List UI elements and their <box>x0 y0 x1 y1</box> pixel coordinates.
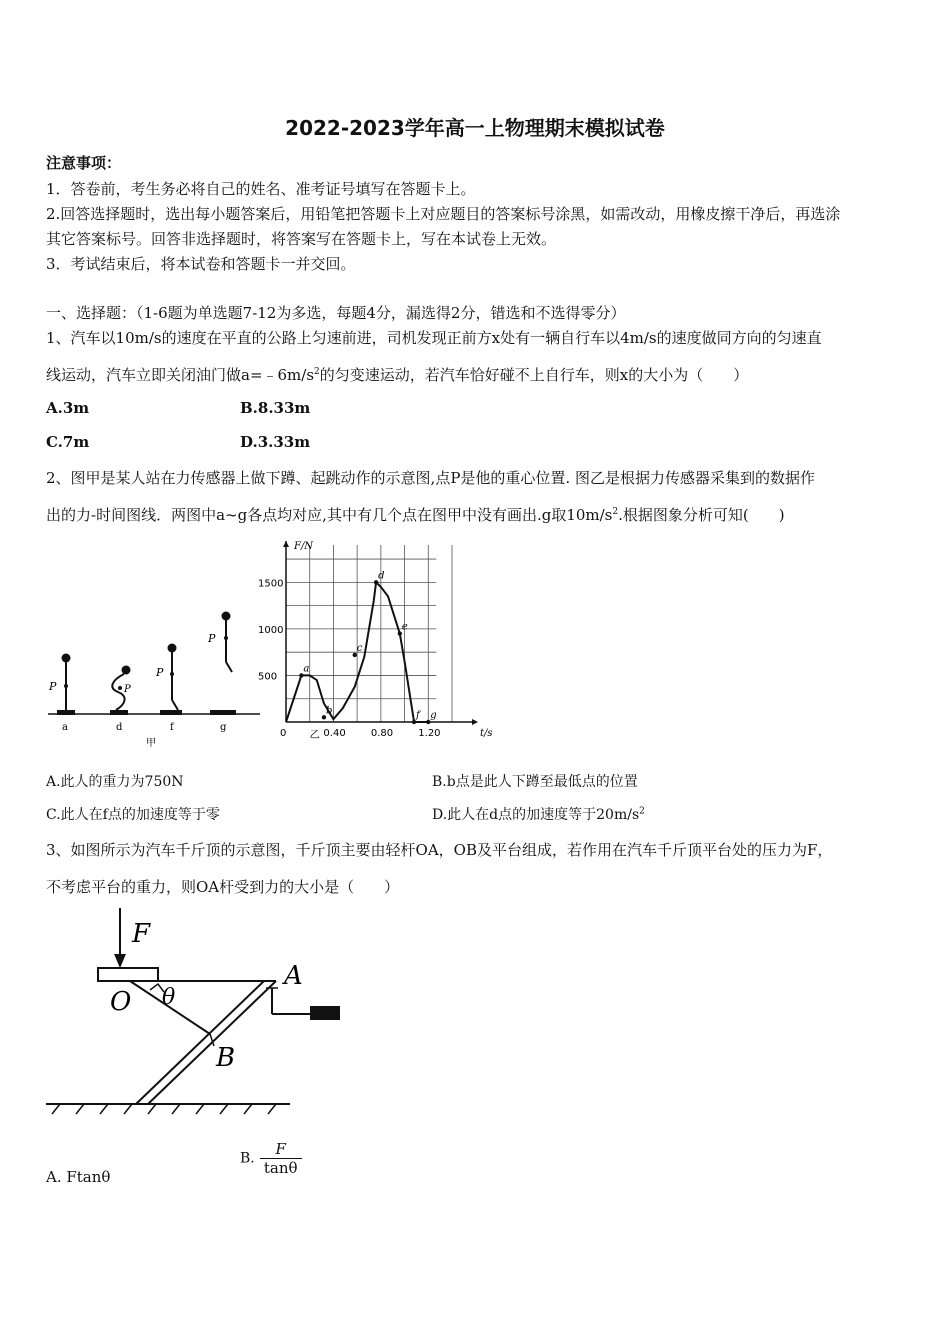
fraction-numerator: F <box>275 1140 286 1158</box>
q2-option-d-sup: 2 <box>639 806 645 817</box>
y-tick-label: 1500 <box>258 578 284 590</box>
center-point-f <box>170 672 174 676</box>
point-label-f: f <box>416 710 420 721</box>
q2-line2 <box>46 504 785 525</box>
point-label-d: d <box>378 570 385 582</box>
caption-jia: 甲 <box>146 738 156 749</box>
leg-outer <box>136 981 264 1104</box>
y-axis-arrow <box>283 541 289 547</box>
q3-option-a[interactable]: A. Ftanθ <box>46 1168 111 1186</box>
point-label-g: g <box>430 710 437 721</box>
foot-d <box>110 710 128 715</box>
chart-yi <box>252 535 502 745</box>
center-point-a <box>64 684 68 688</box>
jack-figure <box>44 900 354 1115</box>
label-a: A <box>284 961 303 991</box>
q1-line2 <box>46 364 748 385</box>
label-foot-g: g <box>220 722 227 733</box>
center-point-d <box>118 686 122 690</box>
notice-item-3: 3．考试结束后，将本试卷和答题卡一并交回。 <box>46 255 356 273</box>
body-d <box>112 674 124 710</box>
q1-option-d[interactable]: D.3.33m <box>240 433 311 451</box>
point-label-e: e <box>401 621 408 633</box>
point-label-b: b <box>325 705 333 717</box>
y-axis-label: F/N <box>294 541 314 552</box>
q3-option-b-prefix: B. <box>240 1150 255 1167</box>
y-tick-label: 500 <box>258 671 278 683</box>
label-theta: θ <box>162 985 176 1010</box>
screw-handle <box>310 1006 340 1020</box>
y-tick-label: 1000 <box>258 624 284 636</box>
notice-item-1: 1．答卷前，考生务必将自己的姓名、准考证号填写在答题卡上。 <box>46 180 476 198</box>
q1-line1: 1、汽车以10m/s的速度在平直的公路上匀速前进，司机发现正前方x处有一辆自行车以4m/s的速度做同方向的匀速直 <box>46 329 822 347</box>
x-tick-label: 0 <box>280 728 287 739</box>
q2-option-a[interactable]: A.此人的重力为750N <box>46 774 184 790</box>
q2-line1: 2、图甲是某人站在力传感器上做下蹲、起跳动作的示意图,点P是他的重心位置. 图乙是根据力传感器采集到的数据作 <box>46 469 815 487</box>
notice-item-2: 2.回答选择题时，选出每小题答案后，用铅笔把答题卡上对应题目的答案标号涂黑，如需改动，用橡皮擦干净后，再选涂 <box>46 205 841 223</box>
q2-option-d-text: D.此人在d点的加速度等于20m/s <box>432 807 640 823</box>
q1-superscript: 2 <box>314 367 320 377</box>
label-p-a: P <box>49 680 57 693</box>
q2-option-d[interactable] <box>432 804 645 824</box>
leg-f <box>172 700 178 710</box>
q3-option-b-fraction <box>260 1140 302 1177</box>
head-f <box>168 644 177 653</box>
q2-line2-tail: .根据图象分析可知( ) <box>618 506 785 524</box>
q2-line2-text: 出的力-时间图线．两图中a~g各点均对应,其中有几个点在图甲中没有画出.g取10m/s <box>46 506 613 524</box>
label-f: F <box>132 919 151 949</box>
x-axis-arrow <box>472 719 478 725</box>
foot-g <box>210 710 236 715</box>
q2-option-b[interactable]: B.b点是此人下蹲至最低点的位置 <box>432 774 638 790</box>
q1-line2-text: 线运动，汽车立即关闭油门做a=﹣6m/s <box>46 366 315 384</box>
x-tick-label: 0.80 <box>370 728 394 739</box>
label-foot-f: f <box>170 722 174 733</box>
force-arrow-head <box>114 954 126 968</box>
point-label-a: a <box>303 663 310 675</box>
label-b: B <box>216 1043 236 1073</box>
q1-option-c[interactable]: C.7m <box>46 433 90 451</box>
label-foot-a: a <box>62 722 68 733</box>
figure-jia <box>46 600 266 750</box>
foot-a <box>57 710 75 715</box>
x-axis-label: t/s <box>480 728 493 739</box>
fraction-denominator: tanθ <box>260 1158 302 1177</box>
chart-caption: 乙 <box>309 730 320 741</box>
head-d <box>122 666 131 675</box>
q1-line2-tail: 的匀变速运动，若汽车恰好碰不上自行车，则x的大小为（ ） <box>319 366 749 384</box>
center-point-g <box>224 636 228 640</box>
head-a <box>62 654 71 663</box>
q1-option-b[interactable]: B.8.33m <box>240 399 311 417</box>
x-tick-label: 1.20 <box>418 728 441 739</box>
q3-line2: 不考虑平台的重力，则OA杆受到力的大小是（ ） <box>46 878 400 896</box>
section-heading: 一、选择题：（1-6题为单选题7-12为多选，每题4分，漏选得2分，错选和不选得零分） <box>46 304 626 322</box>
foot-f <box>160 710 182 715</box>
label-p-g: P <box>208 632 216 645</box>
q2-superscript: 2 <box>612 507 619 517</box>
label-o: O <box>110 987 132 1017</box>
point-label-c: c <box>356 642 363 654</box>
q3-line1: 3、如图所示为汽车千斤顶的示意图，千斤顶主要由轻杆OA，OB及平台组成，若作用在汽车千斤顶平台处的压力为F， <box>46 841 833 859</box>
page-title: 2022-2023学年高一上物理期末模拟试卷 <box>285 116 665 140</box>
label-foot-d: d <box>116 722 123 733</box>
head-g <box>222 612 231 621</box>
x-tick-label: 0.40 <box>323 728 346 739</box>
ground-hatching <box>52 1104 276 1114</box>
label-p-f: P <box>156 666 164 679</box>
leg-g <box>226 662 232 672</box>
q1-option-a[interactable]: A.3m <box>46 399 90 417</box>
notice-heading: 注意事项： <box>46 154 122 172</box>
label-p-d: P <box>124 684 131 695</box>
q3-option-b[interactable] <box>240 1140 302 1177</box>
platform <box>98 968 158 981</box>
q2-option-c[interactable]: C.此人在f点的加速度等于零 <box>46 807 220 823</box>
notice-item-2-cont: 其它答案标号。回答非选择题时，将答案写在答题卡上，写在本试卷上无效。 <box>46 230 557 248</box>
